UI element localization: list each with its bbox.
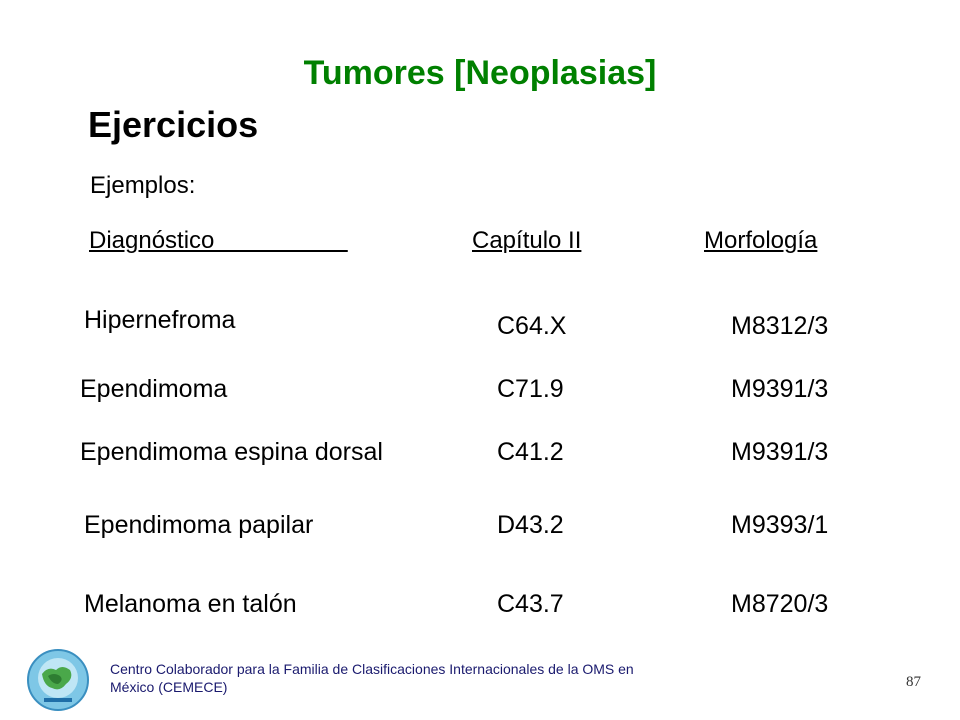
row-morphology-code: M8312/3 — [731, 312, 829, 340]
cemece-logo-icon — [26, 648, 90, 712]
row-diagnosis: Ependimoma — [80, 375, 228, 403]
column-header-chapter: Capítulo II — [472, 227, 582, 254]
column-header-morphology: Morfología — [704, 227, 818, 254]
row-morphology-code: M9391/3 — [731, 375, 829, 403]
page-number: 87 — [906, 674, 921, 690]
row-chapter-code: C64.X — [497, 312, 567, 340]
row-chapter-code: C41.2 — [497, 438, 564, 466]
row-chapter-code: D43.2 — [497, 511, 564, 539]
row-diagnosis: Hipernefroma — [84, 306, 236, 334]
row-diagnosis: Ependimoma espina dorsal — [80, 438, 383, 466]
row-morphology-code: M9393/1 — [731, 511, 829, 539]
column-header-diagnosis: Diagnóstico — [89, 227, 348, 254]
section-heading: Ejercicios — [88, 104, 259, 145]
page-title: Tumores [Neoplasias] — [303, 54, 657, 92]
row-diagnosis: Melanoma en talón — [84, 590, 297, 618]
row-chapter-code: C43.7 — [497, 590, 564, 618]
row-chapter-code: C71.9 — [497, 375, 564, 403]
row-morphology-code: M9391/3 — [731, 438, 829, 466]
row-morphology-code: M8720/3 — [731, 590, 829, 618]
footer-organization: Centro Colaborador para la Familia de Clasificaciones Internacionales de la OMS en México (CEMECE) — [110, 661, 634, 695]
row-diagnosis: Ependimoma papilar — [84, 511, 314, 539]
examples-label: Ejemplos: — [90, 172, 196, 199]
